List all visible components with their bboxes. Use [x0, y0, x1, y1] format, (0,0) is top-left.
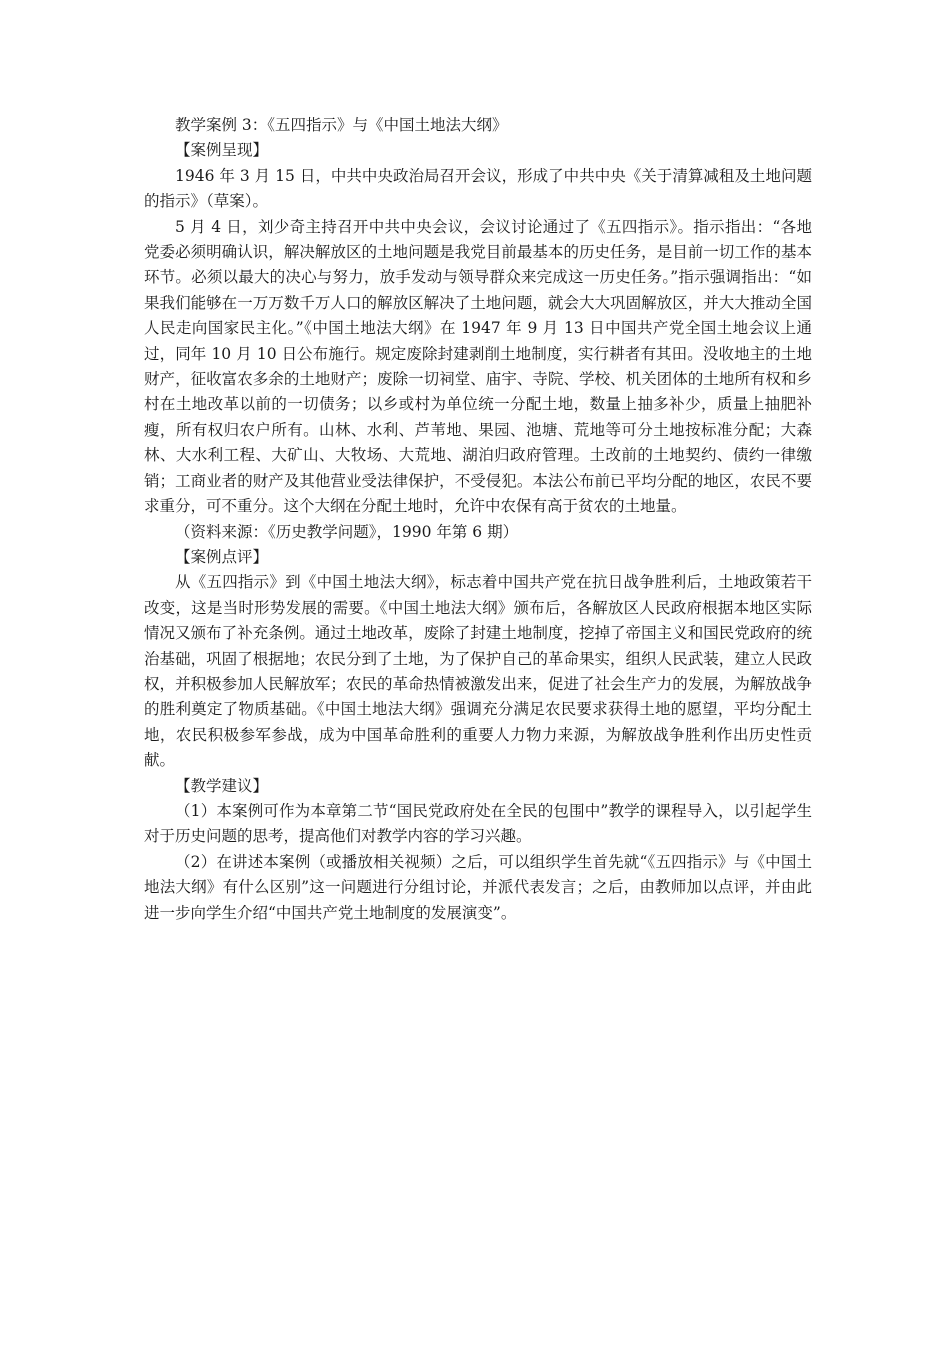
section-heading-suggestion: 【教学建议】 [175, 776, 269, 795]
paragraph-case-review: 从《五四指示》到《中国土地法大纲》，标志着中国共产党在抗日战争胜利后，土地政策若干改变，这是当时形势发展的需要。《中国土地法大纲》颁布后，各解放区人民政府根据本地区实际情况又颁布了补充条例。通过土地改革，废除了封建土地制度，挖掉了帝国主义和国民党政府的统治基础，巩固了根据地；农民分到了土地，为了保护自己的革命果实，组织人民武装，建立人民政权，并积极参加人民解放军；农民的革命热情被激发出来，促进了社会生产力的发展，为解放战争的胜利奠定了物质基础。《中国土地法大纲》强调充分满足农民要求获得土地的愿望，平均分配土地，农民积极参军参战，成为中国革命胜利的重要人力物力来源，为解放战争胜利作出历史性贡献。 [144, 573, 812, 770]
paragraph-may-fourth-directive: 5 月 4 日，刘少奇主持召开中共中央会议，会议讨论通过了《五四指示》。指示指出：“各地党委必须明确认识，解决解放区的土地问题是我党目前最基本的历史任务，是目前一切工作的基本环节。必须以最大的决心与努力，放手发动与领导群众来完成这一历史任务。”指示强调指出：“如果我们能够在一万万数千万人口的解放区解决了土地问题，就会大大巩固解放区，并大大推动全国人民走向国家民主化。”《中国土地法大纲》在 1947 年 9 月 13 日中国共产党全国土地会议上通过，同年 10 月 10 日公布施行。规定废除封建剥削土地制度，实行耕者有其田。没收地主的土地财产，征收富农多余的土地财产；废除一切祠堂、庙宇、寺院、学校、机关团体的土地所有权和乡村在土地改革以前的一切债务；以乡或村为单位统一分配土地，数量上抽多补少，质量上抽肥补瘦，所有权归农户所有。山林、水利、芦苇地、果园、池塘、荒地等可分土地按标准分配；大森林、大水利工程、大矿山、大牧场、大荒地、湖泊归政府管理。土改前的土地契约、债约一律缴销；工商业者的财产及其他营业受法律保护，不受侵犯。本法公布前已平均分配的地区，农民不要求重分，可不重分。这个大纲在分配土地时，允许中农保有高于贫农的土地量。 [144, 217, 812, 516]
case-title: 教学案例 3：《五四指示》与《中国土地法大纲》 [175, 116, 508, 134]
section-heading-review: 【案例点评】 [175, 547, 269, 566]
suggestion-item-2: （2）在讲述本案例（或播放相关视频）之后，可以组织学生首先就“《五四指示》与《中国土地法大纲》有什么区别”这一问题进行分组讨论，并派代表发言；之后，由教师加以点评，并由此进一步向学生介绍“中国共产党土地制度的发展演变”。 [144, 852, 812, 922]
section-heading-presentation: 【案例呈现】 [175, 141, 269, 160]
suggestion-item-1: （1）本案例可作为本章第二节“国民党政府处在全民的包围中”教学的课程导入，以引起学生对于历史问题的思考，提高他们对教学内容的学习兴趣。 [144, 801, 812, 846]
paragraph-1946-meeting: 1946 年 3 月 15 日，中共中央政治局召开会议，形成了中共中央《关于清算减租及土地问题的指示》（草案）。 [144, 166, 812, 211]
document-page [144, 113, 812, 926]
source-citation: （资料来源：《历史教学问题》，1990 年第 6 期） [175, 522, 519, 541]
